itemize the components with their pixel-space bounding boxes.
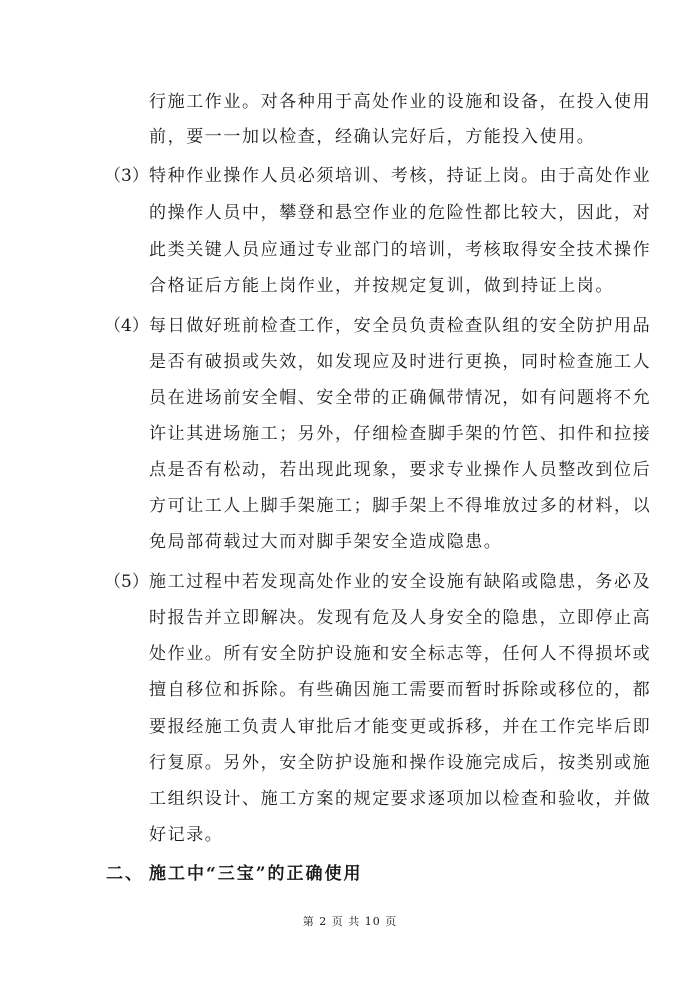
- section-title: 施工中“三宝”的正确使用: [149, 864, 363, 884]
- list-item-line: 好记录。: [149, 825, 224, 845]
- list-item-line: 工组织设计、施工方案的规定要求逐项加以检查和验收，并做: [149, 789, 652, 809]
- intro-line: 行施工作业。对各种用于高处作业的设施和设备，在投入使用: [149, 92, 652, 112]
- list-item-line: 许让其进场施工；另外，仔细检查脚手架的竹笆、扣件和拉接: [149, 424, 652, 444]
- list-item-line: 此类关键人员应通过专业部门的培训，考核取得安全技术操作: [149, 240, 652, 260]
- list-item-line: 行复原。另外，安全防护设施和操作设施完成后，按类别或施: [149, 753, 652, 773]
- list-item-line: 时报告并立即解决。发现有危及人身安全的隐患，立即停止高: [149, 608, 652, 628]
- list-item-line: 要报经施工负责人审批后才能变更或拆移，并在工作完毕后即: [149, 717, 652, 737]
- intro-line: 前，要一一加以检查，经确认完好后，方能投入使用。: [149, 127, 596, 147]
- list-item-line: 合格证后方能上岗作业，并按规定复训，做到持证上岗。: [149, 276, 614, 296]
- list-item-line: 是否有破损或失效，如发现应及时进行更换，同时检查施工人: [149, 352, 652, 372]
- list-item-line: 点是否有松动，若出现此现象，要求专业操作人员整改到位后: [149, 460, 652, 480]
- list-item-line: 擅自移位和拆除。有些确因施工需要而暂时拆除或移位的，都: [149, 680, 652, 700]
- list-item-line: 处作业。所有安全防护设施和安全标志等，任何人不得损坏或: [149, 644, 652, 664]
- list-item-line: 方可让工人上脚手架施工；脚手架上不得堆放过多的材料，以: [149, 496, 652, 516]
- list-item-line: 的操作人员中，攀登和悬空作业的危险性都比较大，因此，对: [149, 203, 652, 223]
- list-marker: （5）: [104, 572, 149, 592]
- list-item-line: 特种作业操作人员必须培训、考核，持证上岗。由于高处作业: [149, 166, 652, 186]
- page-footer: 第 2 页 共 10 页: [302, 915, 398, 928]
- list-marker: （4）: [104, 316, 149, 336]
- list-item-line: 每日做好班前检查工作，安全员负责检查队组的安全防护用品: [149, 316, 652, 336]
- list-item-line: 员在进场前安全帽、安全带的正确佩带情况，如有问题将不允: [149, 388, 652, 408]
- section-number: 二、: [106, 864, 144, 884]
- list-item-line: 施工过程中若发现高处作业的安全设施有缺陷或隐患，务必及: [149, 572, 652, 592]
- list-marker: （3）: [104, 166, 149, 186]
- list-item-line: 免局部荷载过大而对脚手架安全造成隐患。: [149, 532, 503, 552]
